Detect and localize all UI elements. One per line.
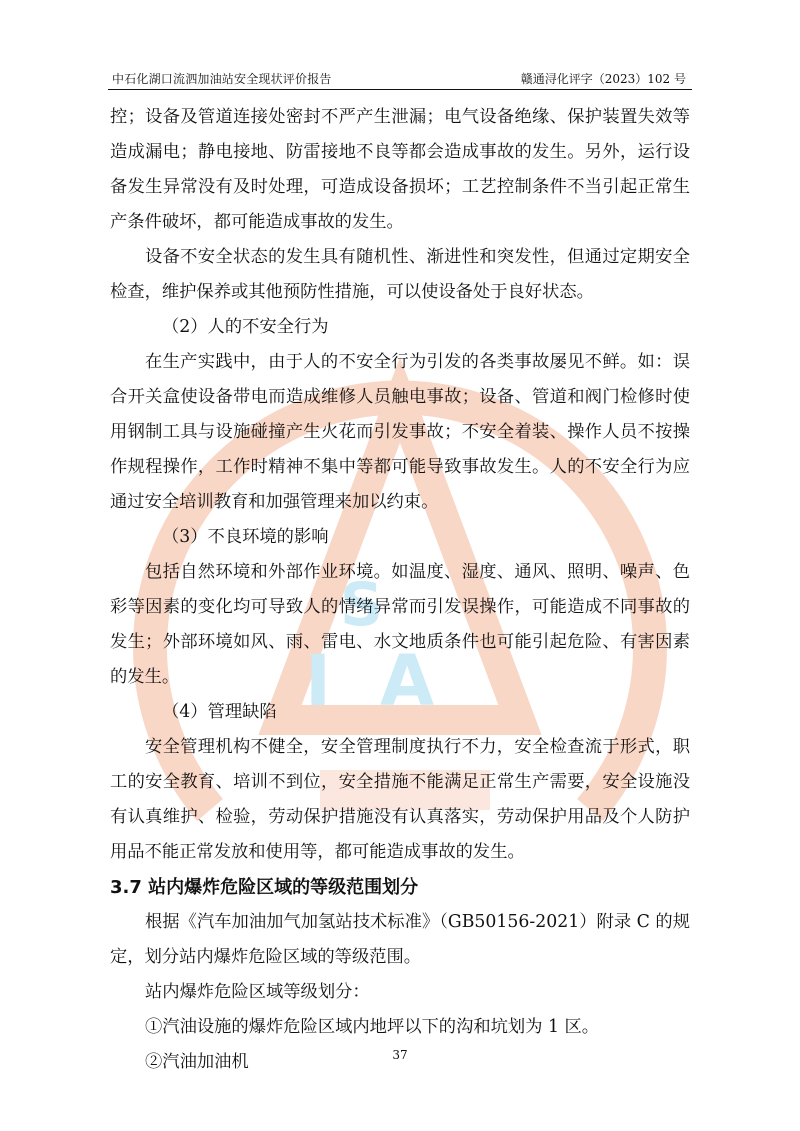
header-divider (108, 89, 692, 90)
paragraph: 控；设备及管道连接处密封不严产生泄漏；电气设备绝缘、保护装置失效等造成漏电；静电接地、防雷接地不良等都会造成事故的发生。另外，运行设备发生异常没有及时处理，可造成设备损坏；工艺控制条件不当引起正常生产条件破坏，都可能造成事故的发生。 (110, 107, 690, 232)
section-heading: 3.7 站内爆炸危险区域的等级范围划分 (110, 877, 419, 898)
paragraph: 在生产实践中，由于人的不安全行为引发的各类事故屡见不鲜。如：误合开关盒使设备带电而造成维修人员触电事故；设备、管道和阀门检修时使用钢制工具与设施碰撞产生火花而引发事故；不安全着装、操作人员不按操作规程操作，工作时精神不集中等都可能导致事故发生。人的不安全行为应通过安全培训教育和加强管理来加以约束。 (110, 352, 690, 512)
paragraph: 设备不安全状态的发生具有随机性、渐进性和突发性，但通过定期安全检查，维护保养或其他预防性措施，可以使设备处于良好状态。 (110, 247, 690, 302)
header-report-title: 中石化湖口流泗加油站安全现状评价报告 (112, 72, 332, 86)
subheading: （4）管理缺陷 (162, 702, 277, 722)
list-item: ②汽油加油机 (145, 1052, 249, 1072)
svg-text:I: I (305, 640, 332, 722)
paragraph: 站内爆炸危险区域等级划分： (145, 982, 370, 1002)
page-body (110, 100, 690, 1080)
subheading: （3）不良环境的影响 (162, 527, 329, 547)
svg-text:A: A (380, 640, 435, 722)
paragraph: 根据《汽车加油加气加氢站技术标准》（GB50156-2021）附录 C 的规定，划分站内爆炸危险区域的等级范围。 (110, 912, 690, 967)
paragraph: 安全管理机构不健全，安全管理制度执行不力，安全检查流于形式，职工的安全教育、培训不到位，安全措施不能满足正常生产需要，安全设施没有认真维护、检验，劳动保护措施没有认真落实，劳动保护用品及个人防护用品不能正常发放和使用等，都可能造成事故的发生。 (110, 737, 690, 862)
page-number: 37 (392, 1048, 408, 1062)
list-item: ①汽油设施的爆炸危险区域内地坪以下的沟和坑划为 1 区。 (145, 1017, 600, 1037)
paragraph: 包括自然环境和外部作业环境。如温度、湿度、通风、照明、噪声、色彩等因素的变化均可导致人的情绪异常而引发误操作，可能造成不同事故的发生；外部环境如风、雨、雷电、水文地质条件也可能引起危险、有害因素的发生。 (110, 562, 690, 687)
subheading: （2）人的不安全行为 (162, 317, 329, 337)
header-document-number: 赣通浔化评字（2023）102 号 (520, 72, 686, 86)
svg-text:S: S (340, 570, 384, 640)
